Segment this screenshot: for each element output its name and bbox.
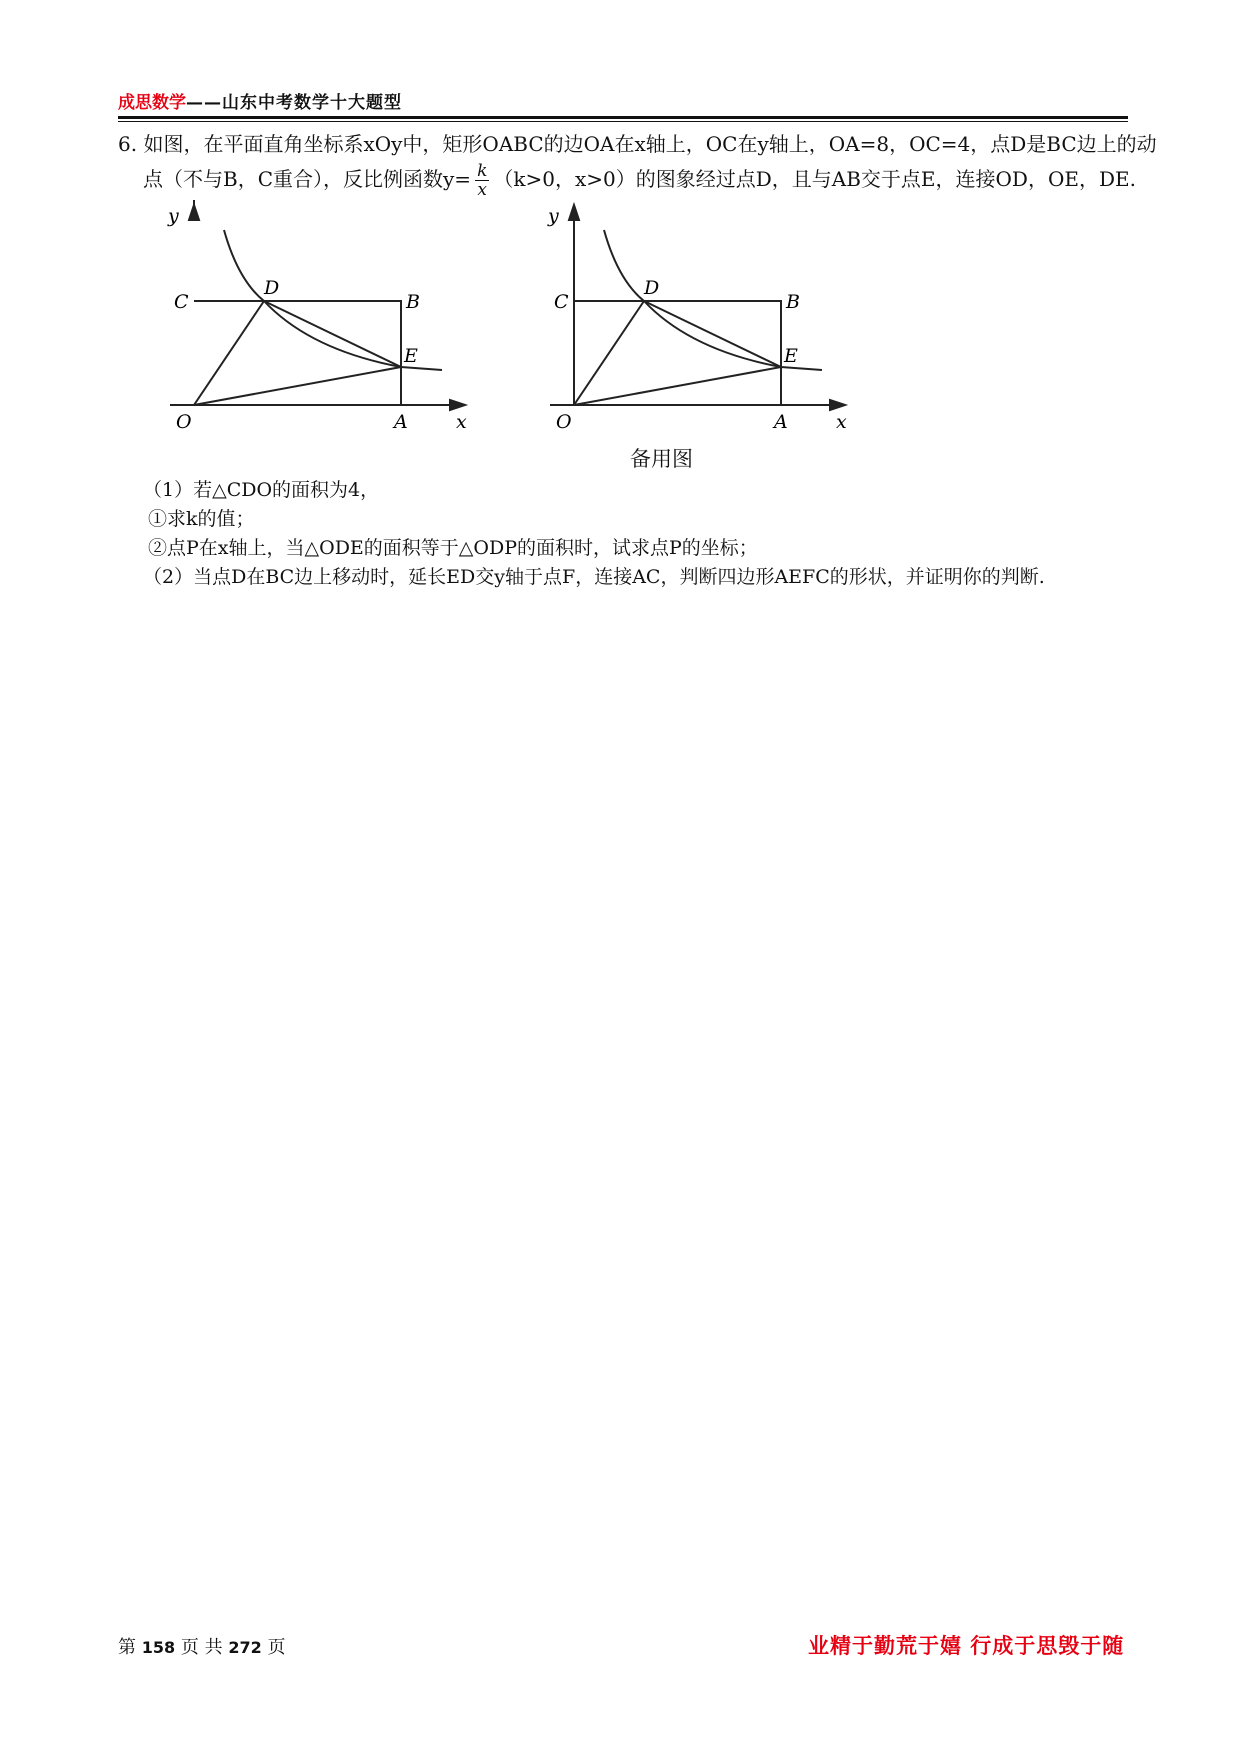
label-d: D <box>264 277 280 299</box>
segment-de <box>264 301 401 367</box>
label-y: y <box>168 205 179 227</box>
label-e: E <box>784 345 798 367</box>
label-c: C <box>554 291 569 313</box>
page-counter <box>118 1633 285 1659</box>
brand-title: 成思数学 <box>118 93 186 113</box>
segment-od <box>194 301 264 405</box>
fraction-denominator: x <box>477 180 488 200</box>
segment-de <box>644 301 781 367</box>
page-mid: 页 共 <box>180 1637 223 1658</box>
fraction-numerator: k <box>477 161 488 181</box>
question-number: 6. <box>118 132 138 156</box>
segment-od <box>574 301 644 405</box>
label-x: x <box>456 411 467 430</box>
segment-oe <box>194 367 401 405</box>
question-text-2b: （k>0，x>0）的图象经过点D，且与AB交于点E，连接OD，OE，DE. <box>493 167 1136 191</box>
question-text-2a: 点（不与B，C重合），反比例函数y= <box>143 167 472 191</box>
page-current: 158 <box>141 1638 176 1657</box>
label-x: x <box>836 411 847 430</box>
question-line-2 <box>143 162 1136 199</box>
part-1: （1）若△CDO的面积为4， <box>143 479 380 501</box>
label-d: D <box>644 277 660 299</box>
page-suffix: 页 <box>267 1637 286 1658</box>
y-axis-arrow <box>189 205 199 220</box>
label-b: B <box>786 291 800 313</box>
x-axis-arrow <box>450 400 465 410</box>
part-1-1: ①求k的值； <box>148 508 255 530</box>
label-o: O <box>556 411 572 430</box>
header-rule-thin <box>118 121 1128 122</box>
label-a: A <box>774 411 788 430</box>
label-b: B <box>406 291 420 313</box>
question-text-1: 如图，在平面直角坐标系xOy中，矩形OABC的边OA在x轴上，OC在y轴上，OA=8，OC=4，点D是BC边上的动 <box>143 132 1157 156</box>
page-total: 272 <box>228 1638 262 1657</box>
label-c: C <box>174 291 189 313</box>
page-header <box>118 88 402 113</box>
label-o: O <box>176 411 192 430</box>
label-e: E <box>404 345 418 367</box>
label-a: A <box>394 411 408 430</box>
segment-oe <box>574 367 781 405</box>
fraction-k-over-x <box>475 162 489 199</box>
backup-figure-caption: 备用图 <box>630 447 693 471</box>
label-y: y <box>548 205 559 227</box>
page-prefix: 第 <box>118 1637 136 1658</box>
question-line-1 <box>118 128 1157 157</box>
x-axis-arrow <box>830 400 845 410</box>
figure-backup <box>540 200 850 434</box>
y-axis-arrow <box>569 205 579 220</box>
part-2: （2）当点D在BC边上移动时，延长ED交y轴于点F，连接AC，判断四边形AEFC的形状，并证明你的判断. <box>143 566 1045 588</box>
part-1-2: ②点P在x轴上，当△ODE的面积等于△ODP的面积时，试求点P的坐标； <box>148 537 758 559</box>
header-rule-thick <box>118 116 1128 119</box>
footer-motto: 业精于勤荒于嬉 行成于思毁于随 <box>808 1634 1125 1658</box>
figure-main-svg <box>160 200 470 430</box>
figure-backup-svg <box>540 200 850 430</box>
figure-main <box>160 200 470 434</box>
header-subtitle: ——山东中考数学十大题型 <box>186 93 402 113</box>
